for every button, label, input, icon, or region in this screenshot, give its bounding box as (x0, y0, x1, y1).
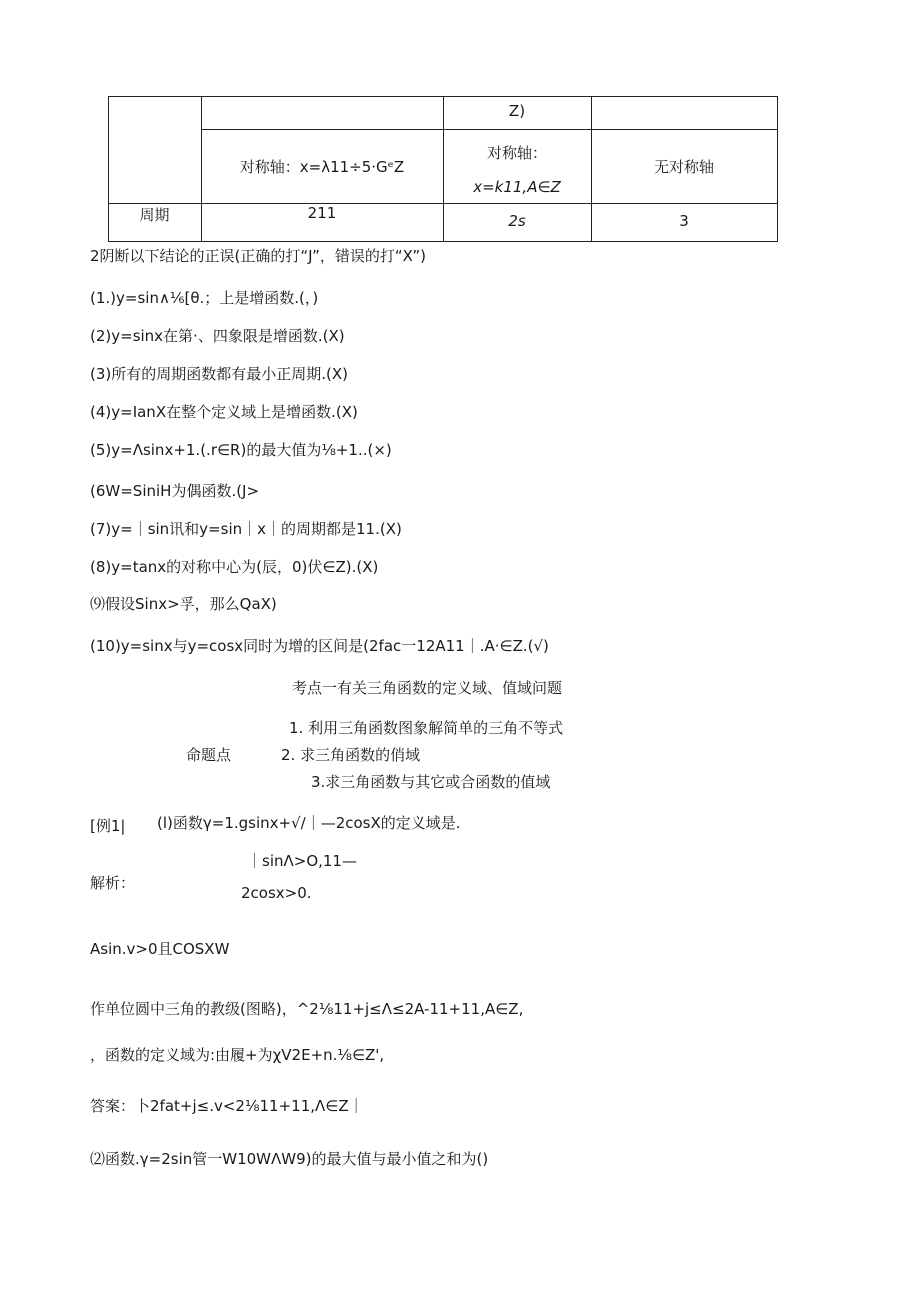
example-label: [例1| (90, 817, 126, 835)
answer-line: 答案：卜2fat+j≤.v<2⅛11+11,Λ∈Z｜ (90, 1097, 364, 1115)
list-item-8: (8)y=tanx的对称中心为(辰，0)伏∈Z).(X) (90, 558, 379, 576)
proposition-point-1: 1. 利用三角函数图象解简单的三角不等式 (289, 719, 564, 737)
section-title: 考点一有关三角函数的定义域、值域问题 (292, 679, 563, 697)
analysis-label: 解析： (90, 874, 136, 892)
list-item-1: (1.)y=sin∧⅙[θ.；上是增函数.(，) (90, 289, 319, 307)
analysis-line-1: ｜sinΛ>O,11— (247, 852, 357, 870)
list-item-5: (5)y=Λsinx+1.(.r∈R)的最大值为⅛+1..(×) (90, 441, 392, 459)
list-item-2: (2)y=sinx在第·、四象限是增函数.(X) (90, 327, 345, 345)
table-rule-1 (201, 129, 778, 130)
solution-line-5: ，函数的定义域为:由履+为χV2E+n.⅛∈Z', (90, 1046, 385, 1064)
table-cell-r1c4: 无对称轴 (653, 158, 714, 176)
table-cell-r2c4: 3 (679, 212, 689, 230)
table-cell-r1c3-line1: 对称轴： (486, 144, 547, 162)
proposition-point-3: 3.求三角函数与其它或合函数的值域 (311, 773, 551, 791)
list-item-6: (6W=SiniH为偶函数.(J> (90, 482, 260, 500)
properties-table (108, 96, 778, 242)
question-2: ⑵函数.γ=2sin管一W10WΛW9)的最大值与最小值之和为() (90, 1150, 489, 1168)
judge-heading: 2阴断以下结论的正误(正确的打“J”，错误的打“X”) (90, 247, 426, 265)
solution-line-3: Asin.v>0且COSXW (90, 940, 230, 958)
list-item-4: (4)y=IanX在整个定义域上是增函数.(X) (90, 403, 358, 421)
table-cell-r1c3-line2: x=k11,A∈Z (473, 178, 561, 196)
list-item-10: (10)y=sinx与y=cosx同时为增的区间是(2fac一12A11｜.A·∈Z.(√) (90, 637, 549, 655)
table-cell-r2c2: 211 (307, 204, 337, 222)
table-cell-r2c3: 2s (508, 212, 526, 230)
list-item-9: ⑼假设Sinx>孚，那么QaX) (90, 595, 277, 613)
table-cell-period-label: 周期 (139, 206, 170, 224)
table-cell-r0c3: Z) (508, 102, 526, 120)
example-question: (l)函数γ=1.gsinx+√∕｜—2cosX的定义域是. (157, 814, 461, 832)
proposition-label: 命题点 (186, 746, 232, 764)
list-item-7: (7)y=｜sin讯和y=sin｜x｜的周期都是11.(X) (90, 520, 402, 538)
list-item-3: (3)所有的周期函数都有最小正周期.(X) (90, 365, 348, 383)
solution-line-4: 作单位圆中三角的教级(图略)，^2⅛11+j≤Λ≤2A-11+11,A∈Z, (90, 1000, 524, 1018)
proposition-point-2: 2. 求三角函数的俏域 (281, 746, 421, 764)
table-border-right (777, 96, 778, 242)
table-cell-r1c2: 对称轴：x=λ11÷5·GᵉZ (239, 158, 405, 176)
analysis-line-2: 2cosx>0. (241, 884, 312, 902)
